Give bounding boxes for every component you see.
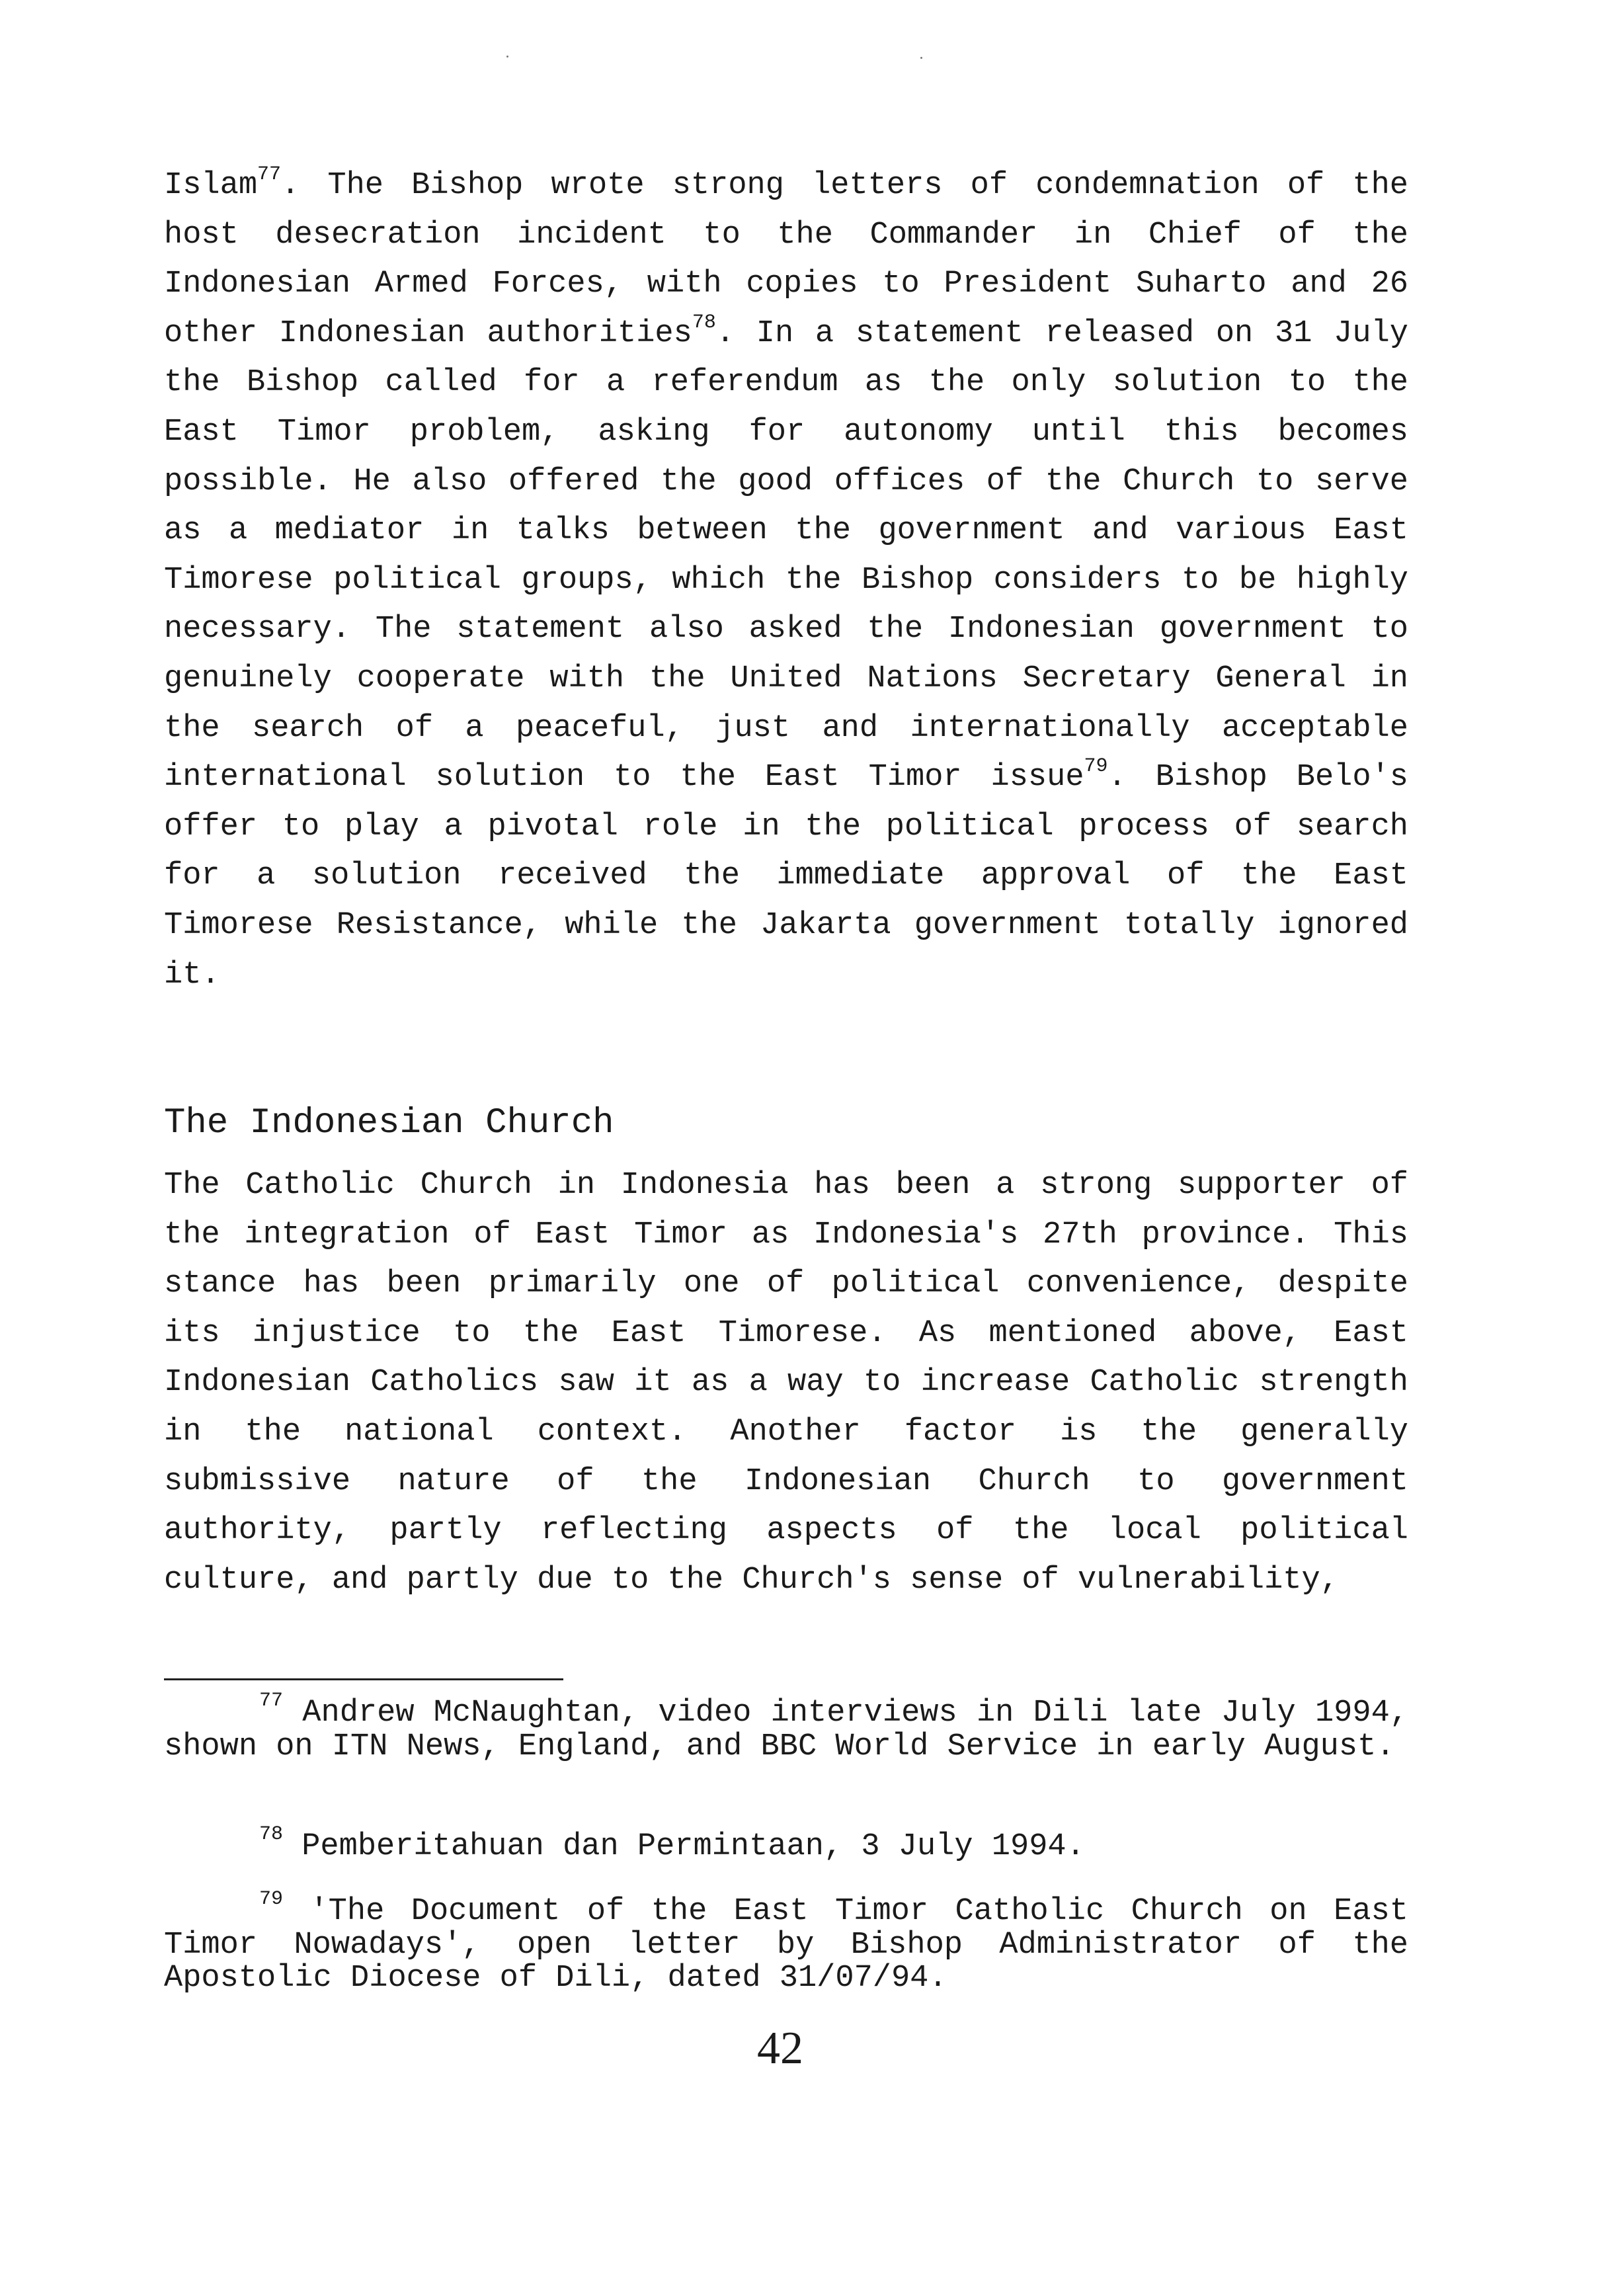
scan-speck [506, 56, 508, 58]
page-number: 42 [757, 2023, 803, 2074]
paragraph-text: . In a statement released on 31 July the Bishop called for a referendum as the only solution to the East Timor problem, asking for autonomy until this becomes possible. He also offered the good offices of the Church to serve as a mediator in talks between the government and various East Timorese political groups, which the Bishop considers to be highly necessary. The statement also asked the Indonesian government to genuinely cooperate with the United Nations Secretary General in the search of a peaceful, just and internationally acceptable international solution to the East Timor issue [164, 315, 1408, 796]
footnote-reference: 77 [257, 163, 282, 186]
footnote-text: 'The Document of the East Timor Catholic Church on East Timor Nowadays', open letter by Bishop Administrator of the Apostolic Diocese of Dili, dated 31/07/94. [164, 1894, 1408, 1996]
paragraph-text: . Bishop Belo's offer to play a pivotal role in the political process of search for a solution received the immediate approval of the East Timorese Resistance, while the Jakarta government totally ignored it. [164, 760, 1408, 993]
footnote-reference: 79 [1084, 755, 1108, 778]
footnote-77 [164, 1690, 1408, 1764]
section-heading: The Indonesian Church [164, 1103, 614, 1143]
footnote-divider [164, 1678, 563, 1680]
body-paragraph-2: The Catholic Church in Indonesia has been a strong supporter of the integration of East Timor as Indonesia's 27th province. This stance has been primarily one of political convenience, despite its injustice to the East Timorese. As mentioned above, East Indonesian Catholics saw it as a way to increase Catholic strength in the national context. Another factor is the generally submissive nature of the Indonesian Church to government authority, partly reflecting aspects of the local political culture, and partly due to the Church's sense of vulnerability, [164, 1168, 1408, 1598]
footnote-79 [164, 1888, 1408, 1996]
footnote-number: 78 [259, 1823, 284, 1846]
paragraph-text: . The Bishop wrote strong letters of condemnation of the host desecration incident to the Commander in Chief of the Indonesian Armed Forces, with copies to President Suharto and 26 other Indonesian authorities [164, 168, 1408, 351]
body-paragraph-1 [164, 161, 1408, 1000]
scan-speck [920, 57, 922, 59]
footnote-text: Pemberitahuan dan Permintaan, 3 July 1994. [283, 1829, 1085, 1864]
footnote-78 [164, 1823, 1408, 1864]
footnote-number: 77 [259, 1690, 284, 1713]
footnote-reference: 78 [692, 311, 716, 335]
footnote-text: Andrew McNaughtan, video interviews in Dili late July 1994, shown on ITN News, England, and BBC World Service in early August. [164, 1696, 1408, 1764]
footnote-number: 79 [259, 1888, 284, 1911]
paragraph-text: Islam [164, 168, 258, 203]
